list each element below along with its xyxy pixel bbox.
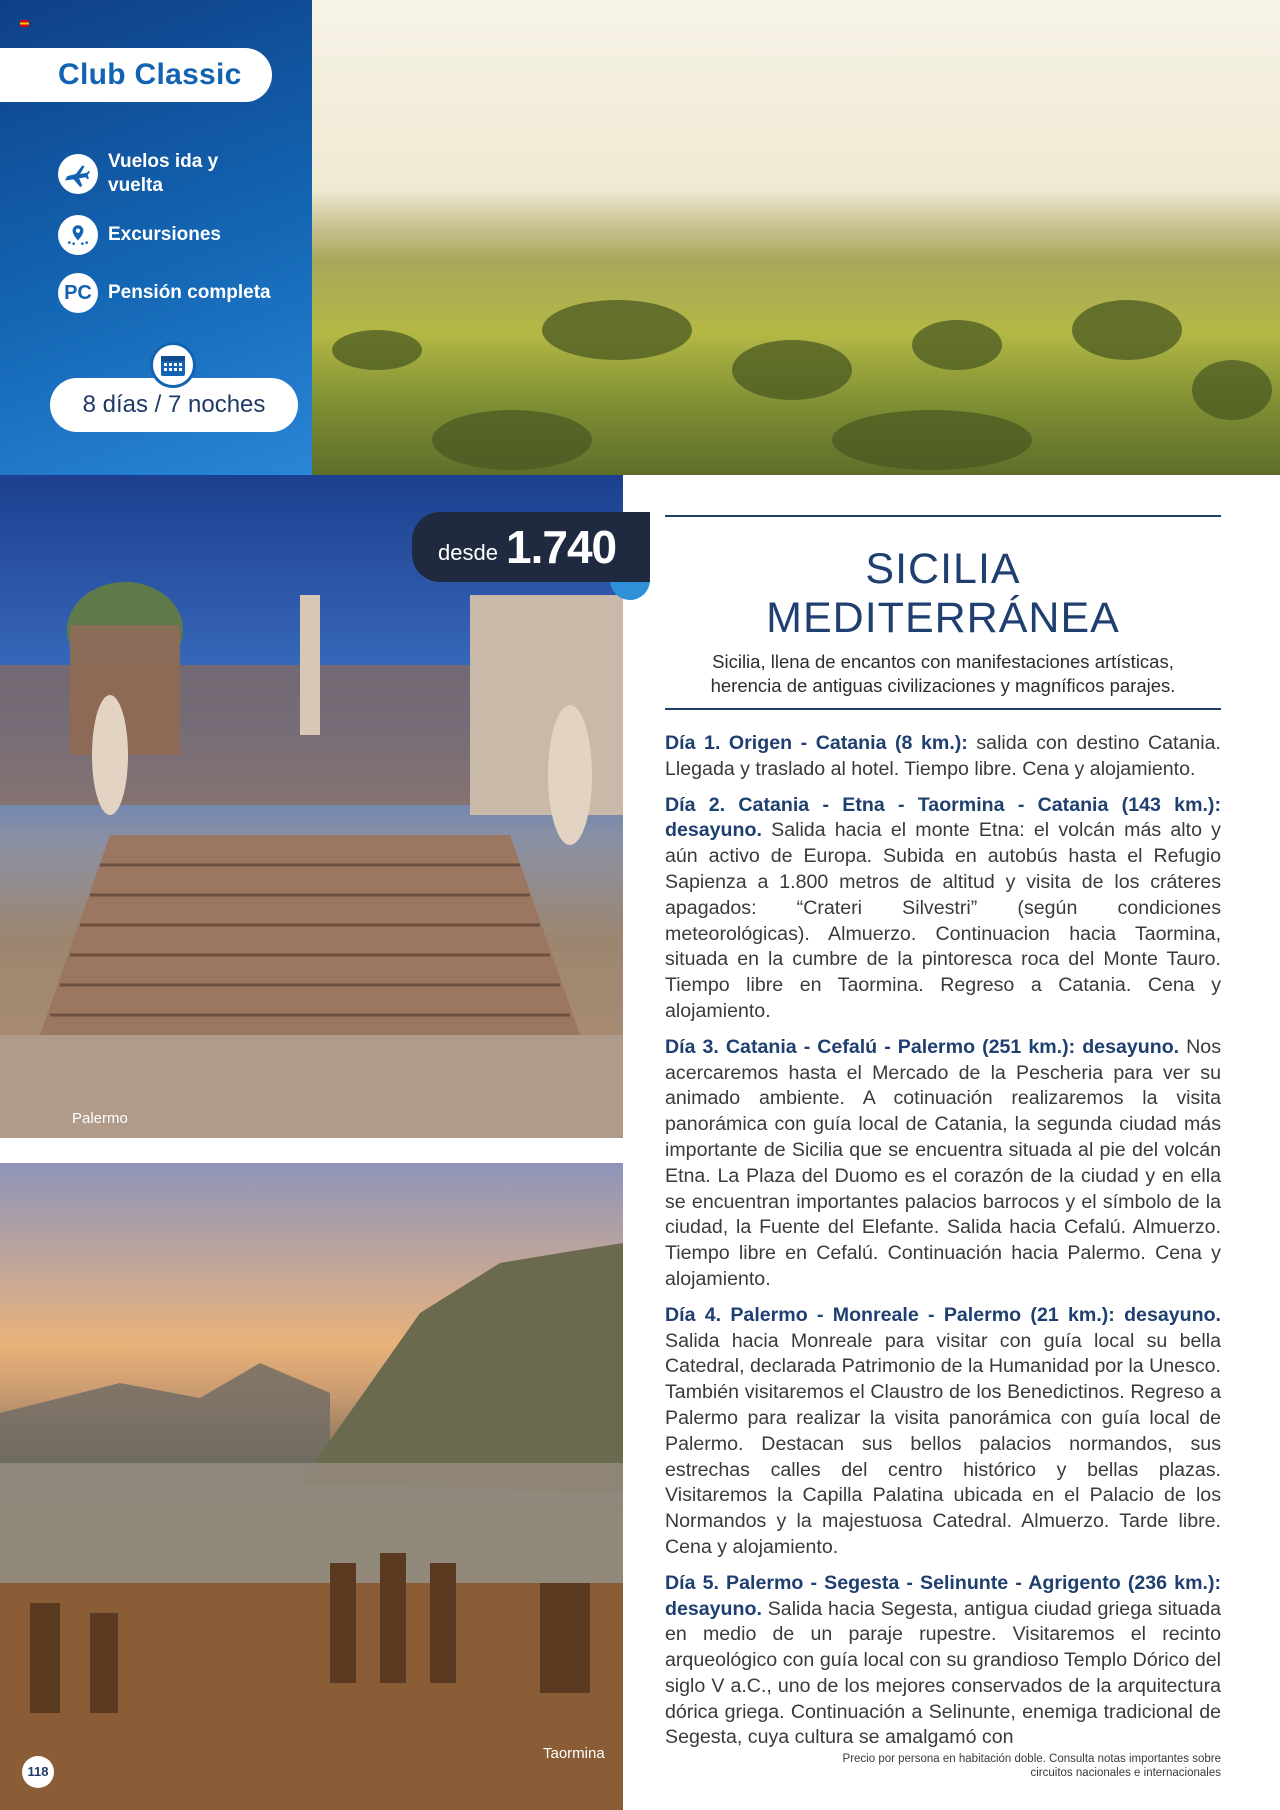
photo-caption-palermo: Palermo	[72, 1110, 128, 1127]
body-text: .	[1120, 1216, 1133, 1239]
highlight-text: Mercado de la Pescheria	[872, 1061, 1104, 1084]
price-value: 1.740	[506, 521, 617, 573]
feature-full-board	[58, 273, 271, 313]
body-text: con su grandioso Templo Dórico del siglo V a.C., uno de los mejores conservados de la arquitectura dórica griega. Continuación a	[665, 1649, 1221, 1723]
subtitle-line: Sicilia, llena de encantos con manifestaciones artísticas,	[712, 651, 1174, 672]
body-text: Salida hacia el	[761, 819, 916, 842]
subtitle	[665, 650, 1221, 698]
highlight-text: Capilla Palatina	[802, 1484, 944, 1507]
itinerary-day	[665, 1571, 1221, 1752]
spain-flag-icon	[20, 20, 29, 27]
highlight-text: Visitaremos el recinto arqueológico con guía local	[665, 1623, 1221, 1672]
footnote-line: Precio por persona en habitación doble. Consulta notas importantes sobre	[842, 1753, 1221, 1765]
highlight-text: Cefalú	[1063, 1216, 1121, 1239]
highlight-text: Segesta	[880, 1597, 953, 1620]
body-text: .	[1006, 1510, 1022, 1533]
highlight-text: Selinunte	[928, 1700, 1011, 1723]
body-text: , declarada Patrimonio de la Humanidad por la Unesco. También visitaremos el	[665, 1355, 1221, 1404]
body-text: , enemiga tradicional de Segesta, cuya cultura se amalgamó con	[665, 1700, 1221, 1749]
body-text: : el volcán más alto y aún activo de Europa. Subida en autobús hasta el Refugio Sapienza a 1.800 metros de altitud y visita de los cráteres apagados: “Crateri Silvestri” (según condiciones meteorológicas).	[665, 819, 1221, 945]
plane-icon	[58, 154, 98, 194]
body-text: Nos acercaremos hasta el	[665, 1035, 1221, 1084]
highlight-text: visita panorámica con guía local de Palermo	[665, 1406, 1221, 1455]
body-text: , la segunda ciudad más importante de Sicilia que se encuentra situada al pie del volcán Etna. La Plaza del Duomo es el corazón de la ciudad y en ella se encuentran importantes palacios barrocos y el símbolo de la ciudad, la Fuente del Elefante. Salida hacia	[665, 1113, 1222, 1239]
body-text: , antigua ciudad griega situada en medio de un paraje rupestre.	[665, 1597, 1222, 1646]
body-text: . Tiempo libre en Cefalú. Continuación hacia Palermo.	[665, 1216, 1221, 1265]
feature-label: Vuelos ida y	[108, 151, 219, 172]
body-text: . Continuacion hacia	[910, 922, 1135, 945]
map-pin-icon	[58, 215, 98, 255]
club-label: Club Classic	[58, 58, 242, 91]
highlight-text: Taormina	[1134, 922, 1216, 945]
day-heading: Día 5. Palermo - Segesta - Selinunte - Agrigento (236 km.): desayuno.	[665, 1571, 1221, 1620]
body-text: , situada en la cumbre de la pintoresca roca del Monte Tauro. Tiempo libre en Taormina. Regreso a Catania.	[665, 922, 1222, 997]
itinerary-day	[665, 1303, 1221, 1561]
day-heading: Día 4. Palermo - Monreale - Palermo (21 km.): desayuno.	[665, 1303, 1221, 1326]
feature-label: Excursiones	[108, 224, 221, 245]
body-text: y alojamiento.	[1069, 757, 1196, 780]
day-heading: Día 2. Catania - Etna - Taormina - Catania (143 km.): desayuno.	[665, 793, 1221, 842]
page-title-line2: MEDITERRÁNEA	[766, 594, 1120, 642]
highlight-text: Cena	[665, 1535, 712, 1558]
highlight-text: Almuerzo.	[1021, 1510, 1110, 1533]
highlight-text: Cena	[1147, 974, 1195, 997]
body-text: y alojamiento.	[665, 1242, 1221, 1290]
feature-label: Pensión completa	[108, 282, 271, 303]
day-heading: Día 3. Catania - Cefalú - Palermo (251 km.): desayuno.	[665, 1035, 1180, 1058]
body-text: para ver su animado ambiente. A cotinuación realizaremos la	[665, 1061, 1221, 1110]
highlight-text: Almuerzo	[828, 922, 911, 945]
itinerary-day	[665, 1035, 1221, 1293]
footnote-line: circuitos nacionales e internacionales	[1030, 1767, 1221, 1779]
taormina-photo	[0, 1163, 623, 1810]
page-title: SICILIA	[865, 545, 1021, 593]
highlight-text: Cena	[1022, 757, 1070, 780]
highlight-text: Catedral	[932, 1510, 1007, 1533]
title-top-rule	[665, 515, 1221, 517]
page-number: 118	[22, 1756, 54, 1788]
duration-label: 8 días / 7 noches	[82, 391, 266, 418]
body-text: . Regreso a Palermo para realizar la	[665, 1381, 1221, 1429]
body-text: salida con destino Catania. Llegada y traslado al hotel. Tiempo libre.	[665, 732, 1221, 780]
body-text: Salida hacia	[761, 1597, 881, 1620]
highlight-text: Almuerzo	[1132, 1216, 1216, 1239]
price-footnote	[780, 1752, 1221, 1780]
subtitle-line: herencia de antiguas civilizaciones y magníficos parajes.	[710, 675, 1176, 696]
calendar-icon	[150, 342, 196, 388]
sicily-landscape-photo	[312, 0, 1280, 475]
highlight-text: Cena	[1155, 1242, 1202, 1265]
pc-badge-icon: PC	[58, 273, 98, 313]
feature-label: vuelta	[108, 175, 163, 196]
price-prefix: desde	[438, 540, 498, 565]
body-text: y alojamiento.	[711, 1535, 839, 1558]
photo-caption-taormina: Taormina	[543, 1745, 605, 1762]
feature-flights	[58, 150, 218, 198]
highlight-text: Monreale para visitar con guía local su bella Catedral	[665, 1329, 1221, 1378]
highlight-text: visita panorámica con guía local de Catania	[665, 1087, 1221, 1136]
body-text: ubicada en el Palacio de los Normandos y la majestuosa	[665, 1484, 1222, 1533]
highlight-text: Claustro de los Benedictinos	[870, 1381, 1120, 1404]
highlight-text: monte Etna	[915, 819, 1020, 842]
feature-excursions	[58, 215, 221, 255]
itinerary	[665, 731, 1221, 1761]
body-text: Tarde libre.	[1109, 1510, 1221, 1533]
itinerary-day	[665, 731, 1221, 783]
body-text: Salida hacia	[665, 1329, 791, 1352]
body-text: . Destacan sus bellos palacios normandos, sus estrechas calles del centro histórico y bellas plazas. Visitaremos la	[665, 1432, 1221, 1507]
title-bottom-rule	[665, 708, 1221, 710]
itinerary-day	[665, 793, 1221, 1025]
body-text: y alojamiento.	[665, 974, 1221, 1022]
day-heading: Día 1. Origen - Catania (8 km.):	[665, 732, 968, 754]
